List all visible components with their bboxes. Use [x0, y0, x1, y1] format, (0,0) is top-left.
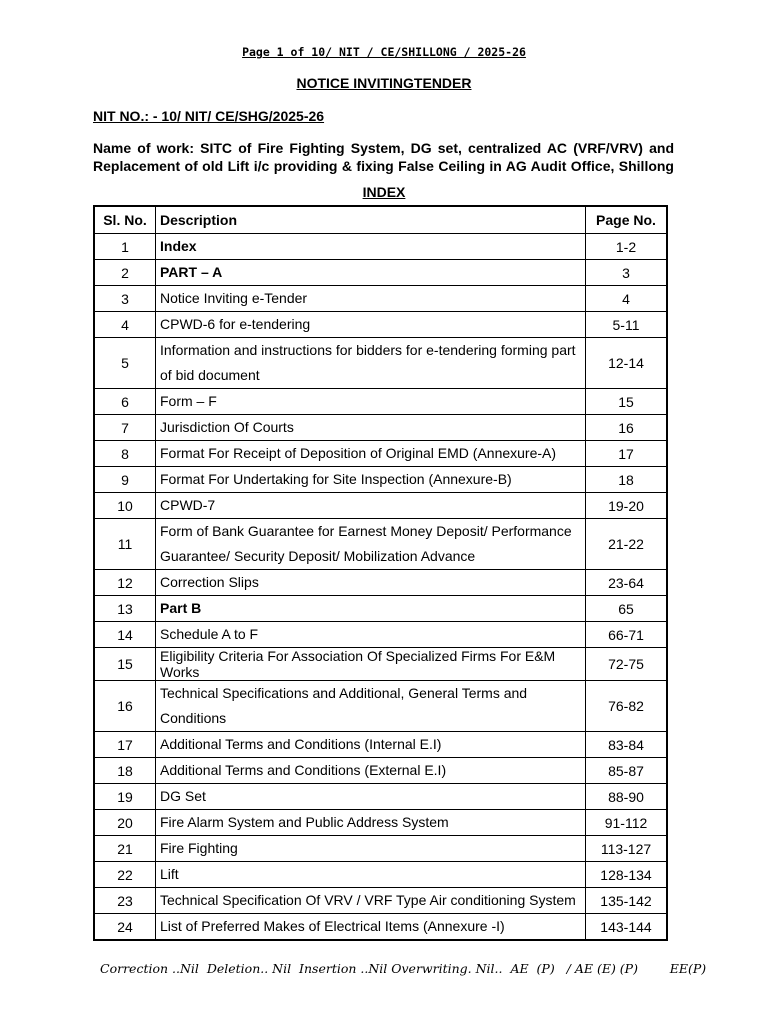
- sl-no-cell: 16: [94, 681, 156, 732]
- table-row: [94, 681, 667, 732]
- page-no-cell: 19-20: [586, 493, 668, 519]
- page-no-cell: 66-71: [586, 622, 668, 648]
- sl-no-cell: 4: [94, 312, 156, 338]
- page-no-cell: 15: [586, 389, 668, 415]
- table-row: [94, 570, 667, 596]
- sl-no-cell: 13: [94, 596, 156, 622]
- description-cell: Fire Fighting: [156, 836, 586, 862]
- description-cell: Fire Alarm System and Public Address System: [156, 810, 586, 836]
- description-cell: Form of Bank Guarantee for Earnest Money Deposit/ Performance Guarantee/ Security Deposit/ Mobilization Advance: [156, 519, 586, 570]
- sl-no-cell: 20: [94, 810, 156, 836]
- table-row: [94, 234, 667, 260]
- description-cell: Notice Inviting e-Tender: [156, 286, 586, 312]
- sl-no-cell: 1: [94, 234, 156, 260]
- page-no-cell: 3: [586, 260, 668, 286]
- index-title: INDEX: [362, 184, 406, 200]
- sl-no-cell: 12: [94, 570, 156, 596]
- page-no-cell: 5-11: [586, 312, 668, 338]
- table-row: [94, 648, 667, 681]
- page-no-cell: 1-2: [586, 234, 668, 260]
- page-no-cell: 23-64: [586, 570, 668, 596]
- description-cell: Additional Terms and Conditions (Internal E.I): [156, 732, 586, 758]
- sl-no-cell: 23: [94, 888, 156, 914]
- sl-no-cell: 10: [94, 493, 156, 519]
- description-cell: DG Set: [156, 784, 586, 810]
- name-of-work-line-1: Name of work: SITC of Fire Fighting System, DG set, centralized AC (VRF/VRV) and: [93, 140, 674, 156]
- sl-no-cell: 17: [94, 732, 156, 758]
- sl-no-cell: 19: [94, 784, 156, 810]
- name-of-work-line-2: Replacement of old Lift i/c providing & fixing False Ceiling in AG Audit Office, Shillong: [93, 158, 674, 174]
- sl-no-cell: 11: [94, 519, 156, 570]
- table-row: [94, 519, 667, 570]
- page-no-cell: 76-82: [586, 681, 668, 732]
- column-header-page-no: Page No.: [586, 206, 668, 234]
- page-no-cell: 4: [586, 286, 668, 312]
- description-cell: Technical Specifications and Additional, General Terms and Conditions: [156, 681, 586, 732]
- description-cell: Additional Terms and Conditions (External E.I): [156, 758, 586, 784]
- table-row: [94, 338, 667, 389]
- page-no-cell: 65: [586, 596, 668, 622]
- column-header-sl-no: Sl. No.: [94, 206, 156, 234]
- page-no-cell: 143-144: [586, 914, 668, 941]
- table-row: [94, 286, 667, 312]
- sl-no-cell: 14: [94, 622, 156, 648]
- index-table-body: [94, 234, 667, 941]
- table-row: [94, 389, 667, 415]
- sl-no-cell: 18: [94, 758, 156, 784]
- description-cell: Part B: [156, 596, 586, 622]
- description-cell: List of Preferred Makes of Electrical Items (Annexure -I): [156, 914, 586, 941]
- description-cell: Index: [156, 234, 586, 260]
- sl-no-cell: 7: [94, 415, 156, 441]
- notice-title: NOTICE INVITINGTENDER: [296, 75, 472, 91]
- sl-no-cell: 9: [94, 467, 156, 493]
- page-no-cell: 17: [586, 441, 668, 467]
- table-row: [94, 836, 667, 862]
- sl-no-cell: 6: [94, 389, 156, 415]
- sl-no-cell: 24: [94, 914, 156, 941]
- table-row: [94, 914, 667, 941]
- page-no-cell: 128-134: [586, 862, 668, 888]
- nit-number: NIT NO.: - 10/ NIT/ CE/SHG/2025-26: [93, 108, 325, 124]
- description-cell: Format For Receipt of Deposition of Original EMD (Annexure-A): [156, 441, 586, 467]
- correction-footer: Correction ..Nil Deletion.. Nil Insertion ..Nil Overwriting. Nil.. AE (P) / AE (E) (P) EE(P): [100, 961, 707, 976]
- description-cell: Schedule A to F: [156, 622, 586, 648]
- table-row: [94, 596, 667, 622]
- table-row: [94, 312, 667, 338]
- description-cell: Correction Slips: [156, 570, 586, 596]
- table-row: [94, 810, 667, 836]
- description-cell: CPWD-6 for e-tendering: [156, 312, 586, 338]
- table-row: [94, 732, 667, 758]
- description-cell: Jurisdiction Of Courts: [156, 415, 586, 441]
- table-row: [94, 758, 667, 784]
- description-cell: Technical Specification Of VRV / VRF Type Air conditioning System: [156, 888, 586, 914]
- table-row: [94, 260, 667, 286]
- page-no-cell: 91-112: [586, 810, 668, 836]
- page-no-cell: 21-22: [586, 519, 668, 570]
- page-no-cell: 72-75: [586, 648, 668, 681]
- table-header-row: [94, 206, 667, 234]
- page-no-cell: 135-142: [586, 888, 668, 914]
- page-no-cell: 88-90: [586, 784, 668, 810]
- sl-no-cell: 5: [94, 338, 156, 389]
- sl-no-cell: 21: [94, 836, 156, 862]
- table-row: [94, 493, 667, 519]
- sl-no-cell: 22: [94, 862, 156, 888]
- sl-no-cell: 2: [94, 260, 156, 286]
- sl-no-cell: 8: [94, 441, 156, 467]
- description-cell: Eligibility Criteria For Association Of Specialized Firms For E&M Works: [156, 648, 586, 681]
- page-no-cell: 85-87: [586, 758, 668, 784]
- index-table: [93, 205, 668, 941]
- page-no-cell: 16: [586, 415, 668, 441]
- page-no-cell: 18: [586, 467, 668, 493]
- description-cell: Information and instructions for bidders for e-tendering forming part of bid document: [156, 338, 586, 389]
- table-row: [94, 888, 667, 914]
- column-header-description: Description: [156, 206, 586, 234]
- sl-no-cell: 15: [94, 648, 156, 681]
- description-cell: PART – A: [156, 260, 586, 286]
- description-cell: Form – F: [156, 389, 586, 415]
- sl-no-cell: 3: [94, 286, 156, 312]
- table-row: [94, 415, 667, 441]
- page-header: Page 1 of 10/ NIT / CE/SHILLONG / 2025-26: [242, 45, 526, 59]
- page-no-cell: 12-14: [586, 338, 668, 389]
- table-row: [94, 622, 667, 648]
- table-row: [94, 441, 667, 467]
- description-cell: Format For Undertaking for Site Inspection (Annexure-B): [156, 467, 586, 493]
- table-row: [94, 862, 667, 888]
- description-cell: Lift: [156, 862, 586, 888]
- page-no-cell: 113-127: [586, 836, 668, 862]
- page-no-cell: 83-84: [586, 732, 668, 758]
- table-row: [94, 467, 667, 493]
- name-of-work: [93, 139, 674, 175]
- description-cell: CPWD-7: [156, 493, 586, 519]
- table-row: [94, 784, 667, 810]
